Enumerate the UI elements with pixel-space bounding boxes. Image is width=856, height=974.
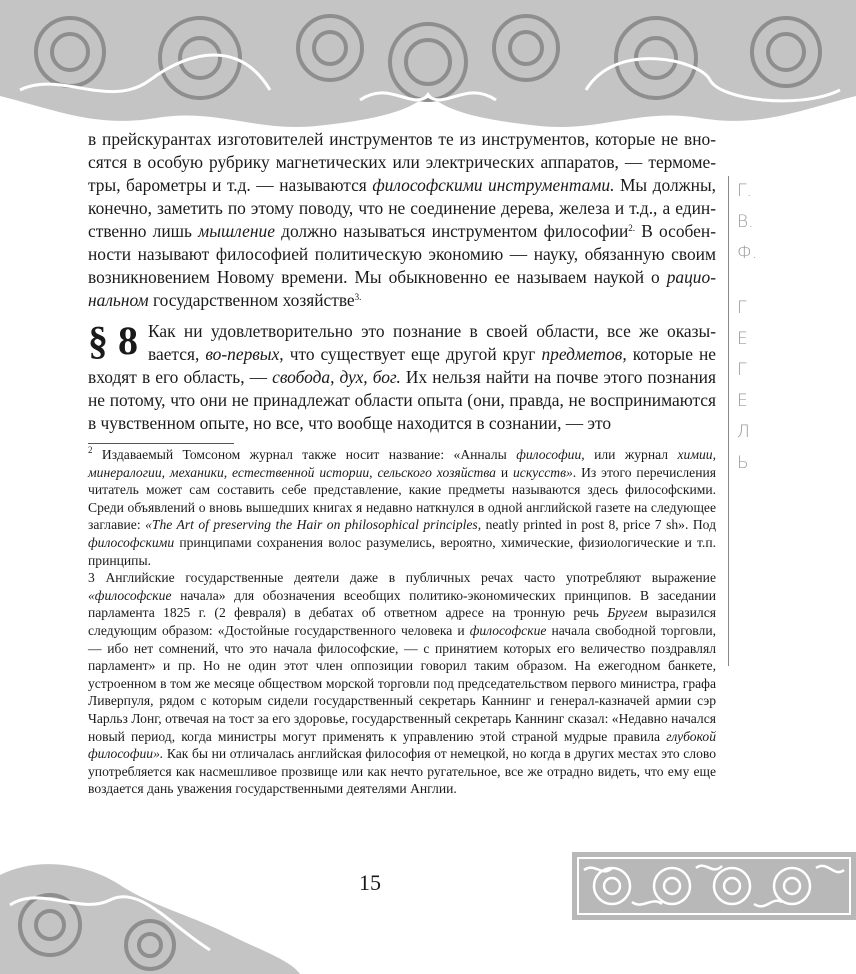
side-letter: Г (737, 298, 747, 318)
side-letter: Г (737, 360, 747, 380)
footnote-separator (88, 443, 234, 444)
footnote-ref-3: 3. (354, 292, 362, 302)
footnotes (88, 446, 716, 798)
footnote-ref-2: 2. (628, 223, 636, 233)
side-letter: Г. (737, 181, 752, 201)
side-letter: Ф. (737, 243, 758, 263)
side-letter: Е (737, 329, 748, 349)
side-letter: Е (737, 391, 748, 411)
body-paragraph-1: в прейскурантах изготовителей инструментов те из инструментов, которые не вносятся в особую рубрику магнетических или электрических аппаратов, — термометры, барометры и т.д. — называются философскими инструментами. Мы должны, конечно, заметить по этому поводу, что не соединение дерева, железа и т.д., а единственно лишь мышление должно называться инструментом философии$^{2.}$ В особенности называют философией политическую экономию — науку, обязанную своим возникновением Новому времени. Мы обыкновенно ее называем наукой о рациональном государственном хозяйстве$^{3.}$ (88, 129, 716, 310)
side-vertical-rule (728, 176, 729, 666)
side-letter: Ь (737, 453, 749, 473)
footnote-3: 3 Английские государственные деятели даже в публичных речах часто употребляют выражение «философские начала» для обозначения всеобщих политико-экономических принципов. В заседании парламента 1825 г. (2 февраля) в дебатах об ответном адресе на тронную речь Бругем выразился следующим образом: «Достойные государственного человека и философские начала свободной торговли, — ибо нет сомнений, что это начала философские, — с принятием которых его величество поздравлял парламент» и пр. Но не один этот член оппозиции говорил таким образом. На ежегодном банкете, устроенном в том же месяце обществом морской торговли под председательством первого министра, графа Ливерпуля, рядом с которым сидели государственный секретарь Каннинг и генерал-казначей армии сэр Чарльз Лонг, отвечая на тост за его здоровье, государственный секретарь Каннинг сказал: «Недавно начался новый период, когда министры могут применять к управлению этой страной мудрые правила глубокой философии». Как бы ни отличалась английская философия от немецкой, но когда в других местах это слово употребляется как насмешливое прозвище или как нечто ругательное, все же отрадно видеть, что ему еще воздается дань уважения государственными деятелями Англии. (88, 570, 717, 797)
page-number: 15 (359, 870, 381, 895)
ornament-top-border (0, 0, 856, 138)
side-letter: В. (737, 212, 754, 232)
body-paragraph-section-8: § 8 Как ни удовлетворительно это познание в своей области, все же оказывается, во-первых, что существует еще другой круг предметов, которые не входят в его область, — свобода, дух, бог. Их нельзя найти на почве этого познания не потому, что они не принадлежат области опыта (они, правда, не воспринимаются в чувственном опыте, но все, что вообще находится в сознании, — это (88, 318, 716, 433)
ornament-bottom-left (0, 855, 300, 974)
side-letter: Л (737, 422, 750, 442)
section-number: § 8 (88, 318, 138, 363)
footnote-2: $^2$ Издаваемый Томсоном журнал также носит название: «Анналы философии, или журнал химии, минералогии, механики, естественной истории, сельского хозяйства и искусств». Из этого перечисления читатель может сам составить себе представление, какие предметы называются здесь философскими. Среди объявлений о вновь вышедших книгах я недавно наткнулся в одной английской газете на следующее заглавие: «The Art of preserving the Hair on philosophical principles, neatly printed in post 8, price 7 sh». Под философскими принципами сохранения волос разумелись, вероятно, химические, физиологические и т.п. принципы. (88, 445, 716, 568)
side-author-letters (737, 176, 761, 479)
ornament-bottom-right (572, 852, 856, 920)
